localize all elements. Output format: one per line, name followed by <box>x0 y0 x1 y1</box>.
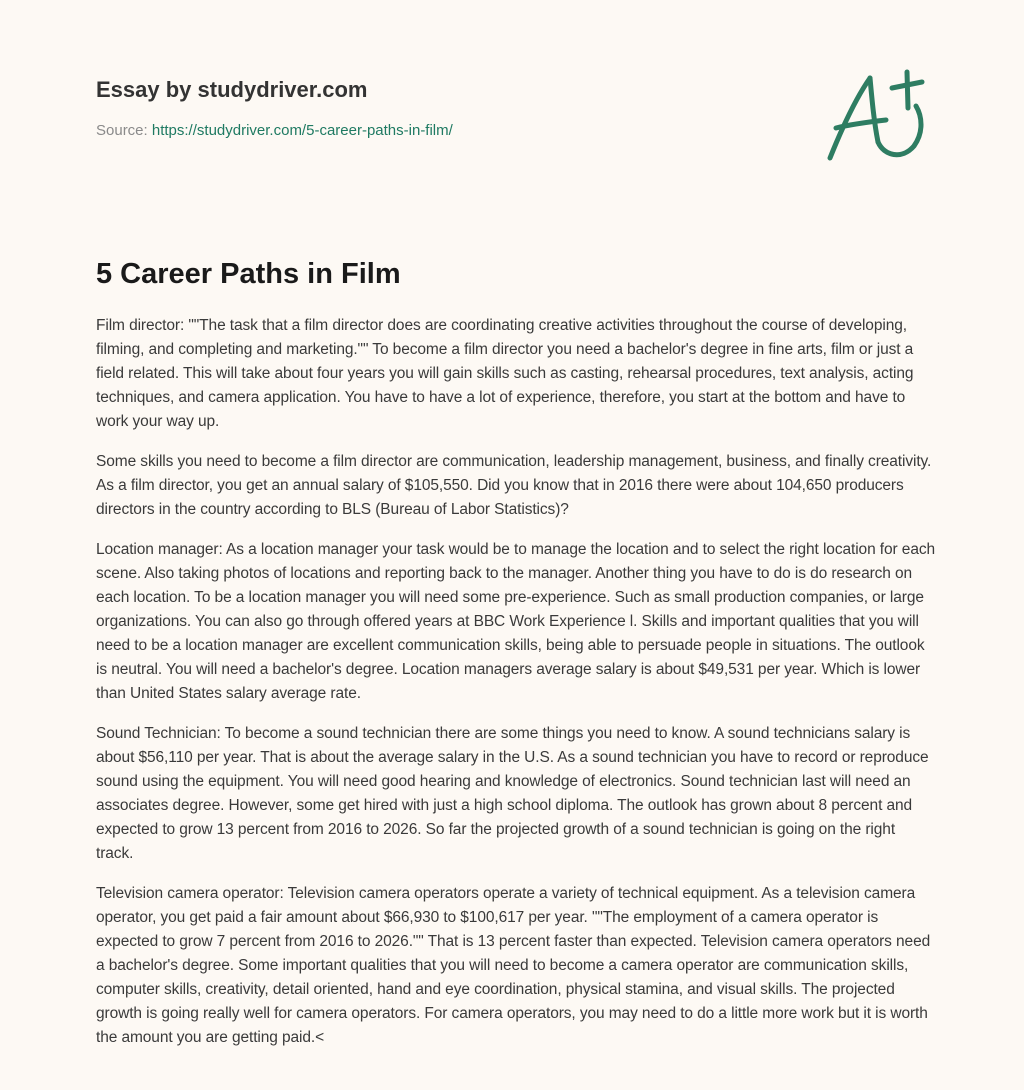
a-plus-grade-icon <box>820 66 930 166</box>
essay-header <box>96 75 928 141</box>
essay-body <box>96 314 936 1066</box>
source-line <box>96 121 928 141</box>
source-label: Source: <box>96 122 148 139</box>
source-link[interactable]: https://studydriver.com/5-career-paths-in-film/ <box>151 122 453 139</box>
paragraph-film-director: Film director: ""The task that a film director does are coordinating creative activities throughout the course of developing, filming, and completing and marketing."" To become a film director you need a bachelor's degree in fine arts, film or just a field related. This will take about four years you will gain skills such as casting, rehearsal procedures, text analysis, acting techniques, and camera application. You have to have a lot of experience, therefore, you start at the bottom and have to work your way up. <box>96 317 914 430</box>
paragraph-director-skills: Some skills you need to become a film director are communication, leadership management, business, and finally creativity. As a film director, you get an annual salary of $105,550. Did you know that in 2016 there were about 104,650 producers directors in the country according to BLS (Bureau of Labor Statistics)? <box>96 453 932 518</box>
paragraph-sound-technician: Sound Technician: To become a sound technician there are some things you need to know. A sound technicians salary is about $56,110 per year. That is about the average salary in the U.S. As a sound technician you have to record or reproduce sound using the equipment. You will need good hearing and knowledge of electronics. Sound technician last will need an associates degree. However, some get hired with just a high school diploma. The outlook has grown about 8 percent and expected to grow 13 percent from 2016 to 2026. So far the projected growth of a sound technician is going on the right track. <box>96 725 929 862</box>
essay-title: 5 Career Paths in Film <box>96 258 401 290</box>
paragraph-camera-operator: Television camera operator: Television camera operators operate a variety of technical equipment. As a television camera operator, you get paid a fair amount about $66,930 to $100,617 per year. ""The employment of a camera operator is expected to grow 7 percent from 2016 to 2026."" That is 13 percent faster than expected. Television camera operators need a bachelor's degree. Some important qualities that you will need to become a camera operator are communication skills, computer skills, creativity, detail oriented, hand and eye coordination, physical stamina, and visual skills. The projected growth is going really well for camera operators. For camera operators, you may need to do a little more work but it is worth the amount you are getting paid.< <box>96 885 931 1046</box>
brand-title: Essay by studydriver.com <box>96 77 368 102</box>
paragraph-location-manager: Location manager: As a location manager your task would be to manage the location and to select the right location for each scene. Also taking photos of locations and reporting back to the manager. Another thing you have to do is do research on each location. To be a location manager you will need some pre-experience. Such as small production companies, or large organizations. You can also go through offered years at BBC Work Experience l. Skills and important qualities that you will need to be a location manager are excellent communication skills, being able to persuade people in situations. The outlook is neutral. You will need a bachelor's degree. Location managers average salary is about $49,531 per year. Which is lower than United States salary average rate. <box>96 541 936 702</box>
